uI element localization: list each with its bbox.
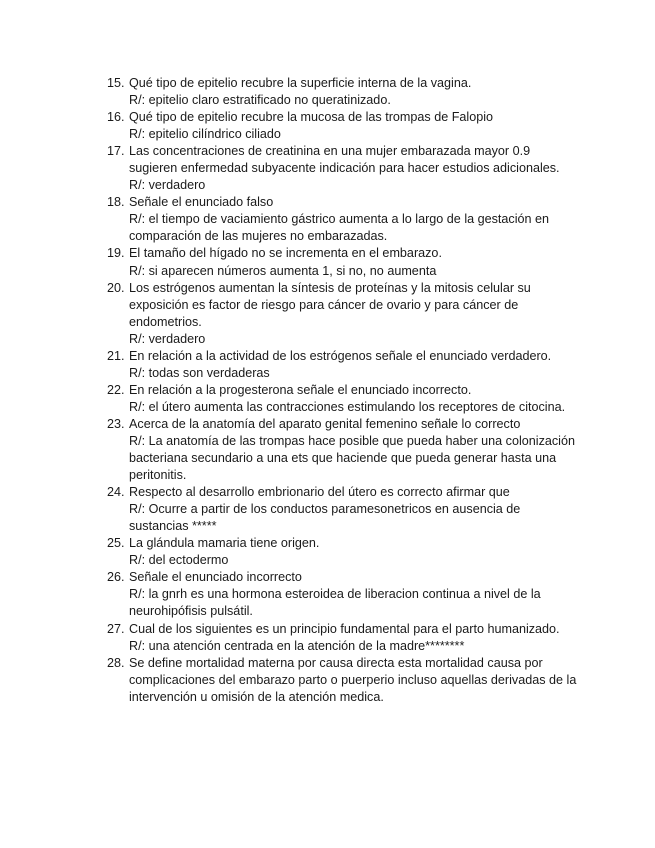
question-number: 18. [107,195,125,210]
question-text: El tamaño del hígado no se incrementa en el embarazo. [129,246,442,261]
answer-text: R/: el tiempo de vaciamiento gástrico aumenta a lo largo de la gestación en comparación de las mujeres no embarazadas. [129,212,550,244]
question-number: 16. [107,110,125,125]
question-text: Los estrógenos aumentan la síntesis de proteínas y la mitosis celular su exposición es factor de riesgo para cáncer de ovario y para cáncer de endometrios. [129,280,531,329]
question-text: Señale el enunciado incorrecto [129,570,302,585]
question-text: Acerca de la anatomía del aparato genital femenino señale lo correcto [129,416,521,431]
question-number: 22. [107,382,125,397]
question-number: 17. [107,144,125,159]
question-number: 27. [107,621,125,636]
question-number: 28. [107,655,125,670]
question-text: En relación a la actividad de los estrógenos señale el enunciado verdadero. [129,348,552,363]
question-list [107,75,577,706]
question-text: Cual de los siguientes es un principio fundamental para el parto humanizado. [129,621,560,636]
answer-text: R/: verdadero [129,331,206,346]
answer-text: R/: todas son verdaderas [129,365,270,380]
question-item [107,621,577,655]
answer-text: R/: la gnrh es una hormona esteroidea de liberacion continua a nivel de la neurohipófisis pulsátil. [129,587,541,619]
question-number: 24. [107,485,125,500]
question-item [107,143,577,194]
question-item [107,655,577,706]
answer-text: R/: una atención centrada en la atención de la madre******** [129,638,465,653]
question-item [107,348,577,382]
question-item [107,75,577,109]
question-item [107,569,577,620]
answer-text: R/: si aparecen números aumenta 1, si no, no aumenta [129,263,437,278]
question-item [107,194,577,245]
question-number: 25. [107,536,125,551]
answer-text: R/: La anatomía de las trompas hace posible que pueda haber una colonización bacteriana secundario a una ets que haciende que pueda generar hasta una peritonitis. [129,433,575,483]
question-item [107,416,577,484]
answer-text: R/: Ocurre a partir de los conductos paramesonetricos en ausencia de sustancias ***** [129,502,521,534]
question-text: En relación a la progesterona señale el enunciado incorrecto. [129,382,472,397]
question-number: 23. [107,416,125,431]
question-text: La glándula mamaria tiene origen. [129,536,320,551]
question-item [107,245,577,279]
answer-text: R/: el útero aumenta las contracciones estimulando los receptores de citocina. [129,399,566,414]
question-number: 26. [107,570,125,585]
question-item [107,382,577,416]
question-text: Señale el enunciado falso [129,195,274,210]
question-text: Las concentraciones de creatinina en una mujer embarazada mayor 0.9 sugieren enfermedad subyacente indicación para hacer estudios adicionales. [129,144,560,176]
answer-text: R/: del ectodermo [129,553,229,568]
question-text: Qué tipo de epitelio recubre la superficie interna de la vagina. [129,76,472,90]
question-item [107,484,577,535]
question-item [107,109,577,143]
question-text: Qué tipo de epitelio recubre la mucosa de las trompas de Falopio [129,110,494,125]
question-number: 21. [107,348,125,363]
answer-text: R/: verdadero [129,178,206,193]
question-number: 15. [107,76,125,90]
question-number: 20. [107,280,125,295]
question-number: 19. [107,246,125,261]
question-text: Respecto al desarrollo embrionario del útero es correcto afirmar que [129,485,510,500]
question-text: Se define mortalidad materna por causa directa esta mortalidad causa por complicaciones del embarazo parto o puerperio incluso aquellas derivadas de la intervención u omisión de la atención medica. [129,655,577,704]
answer-text: R/: epitelio cilíndrico ciliado [129,127,281,142]
question-item [107,280,577,348]
question-item [107,535,577,569]
answer-text: R/: epitelio claro estratificado no queratinizado. [129,93,391,108]
